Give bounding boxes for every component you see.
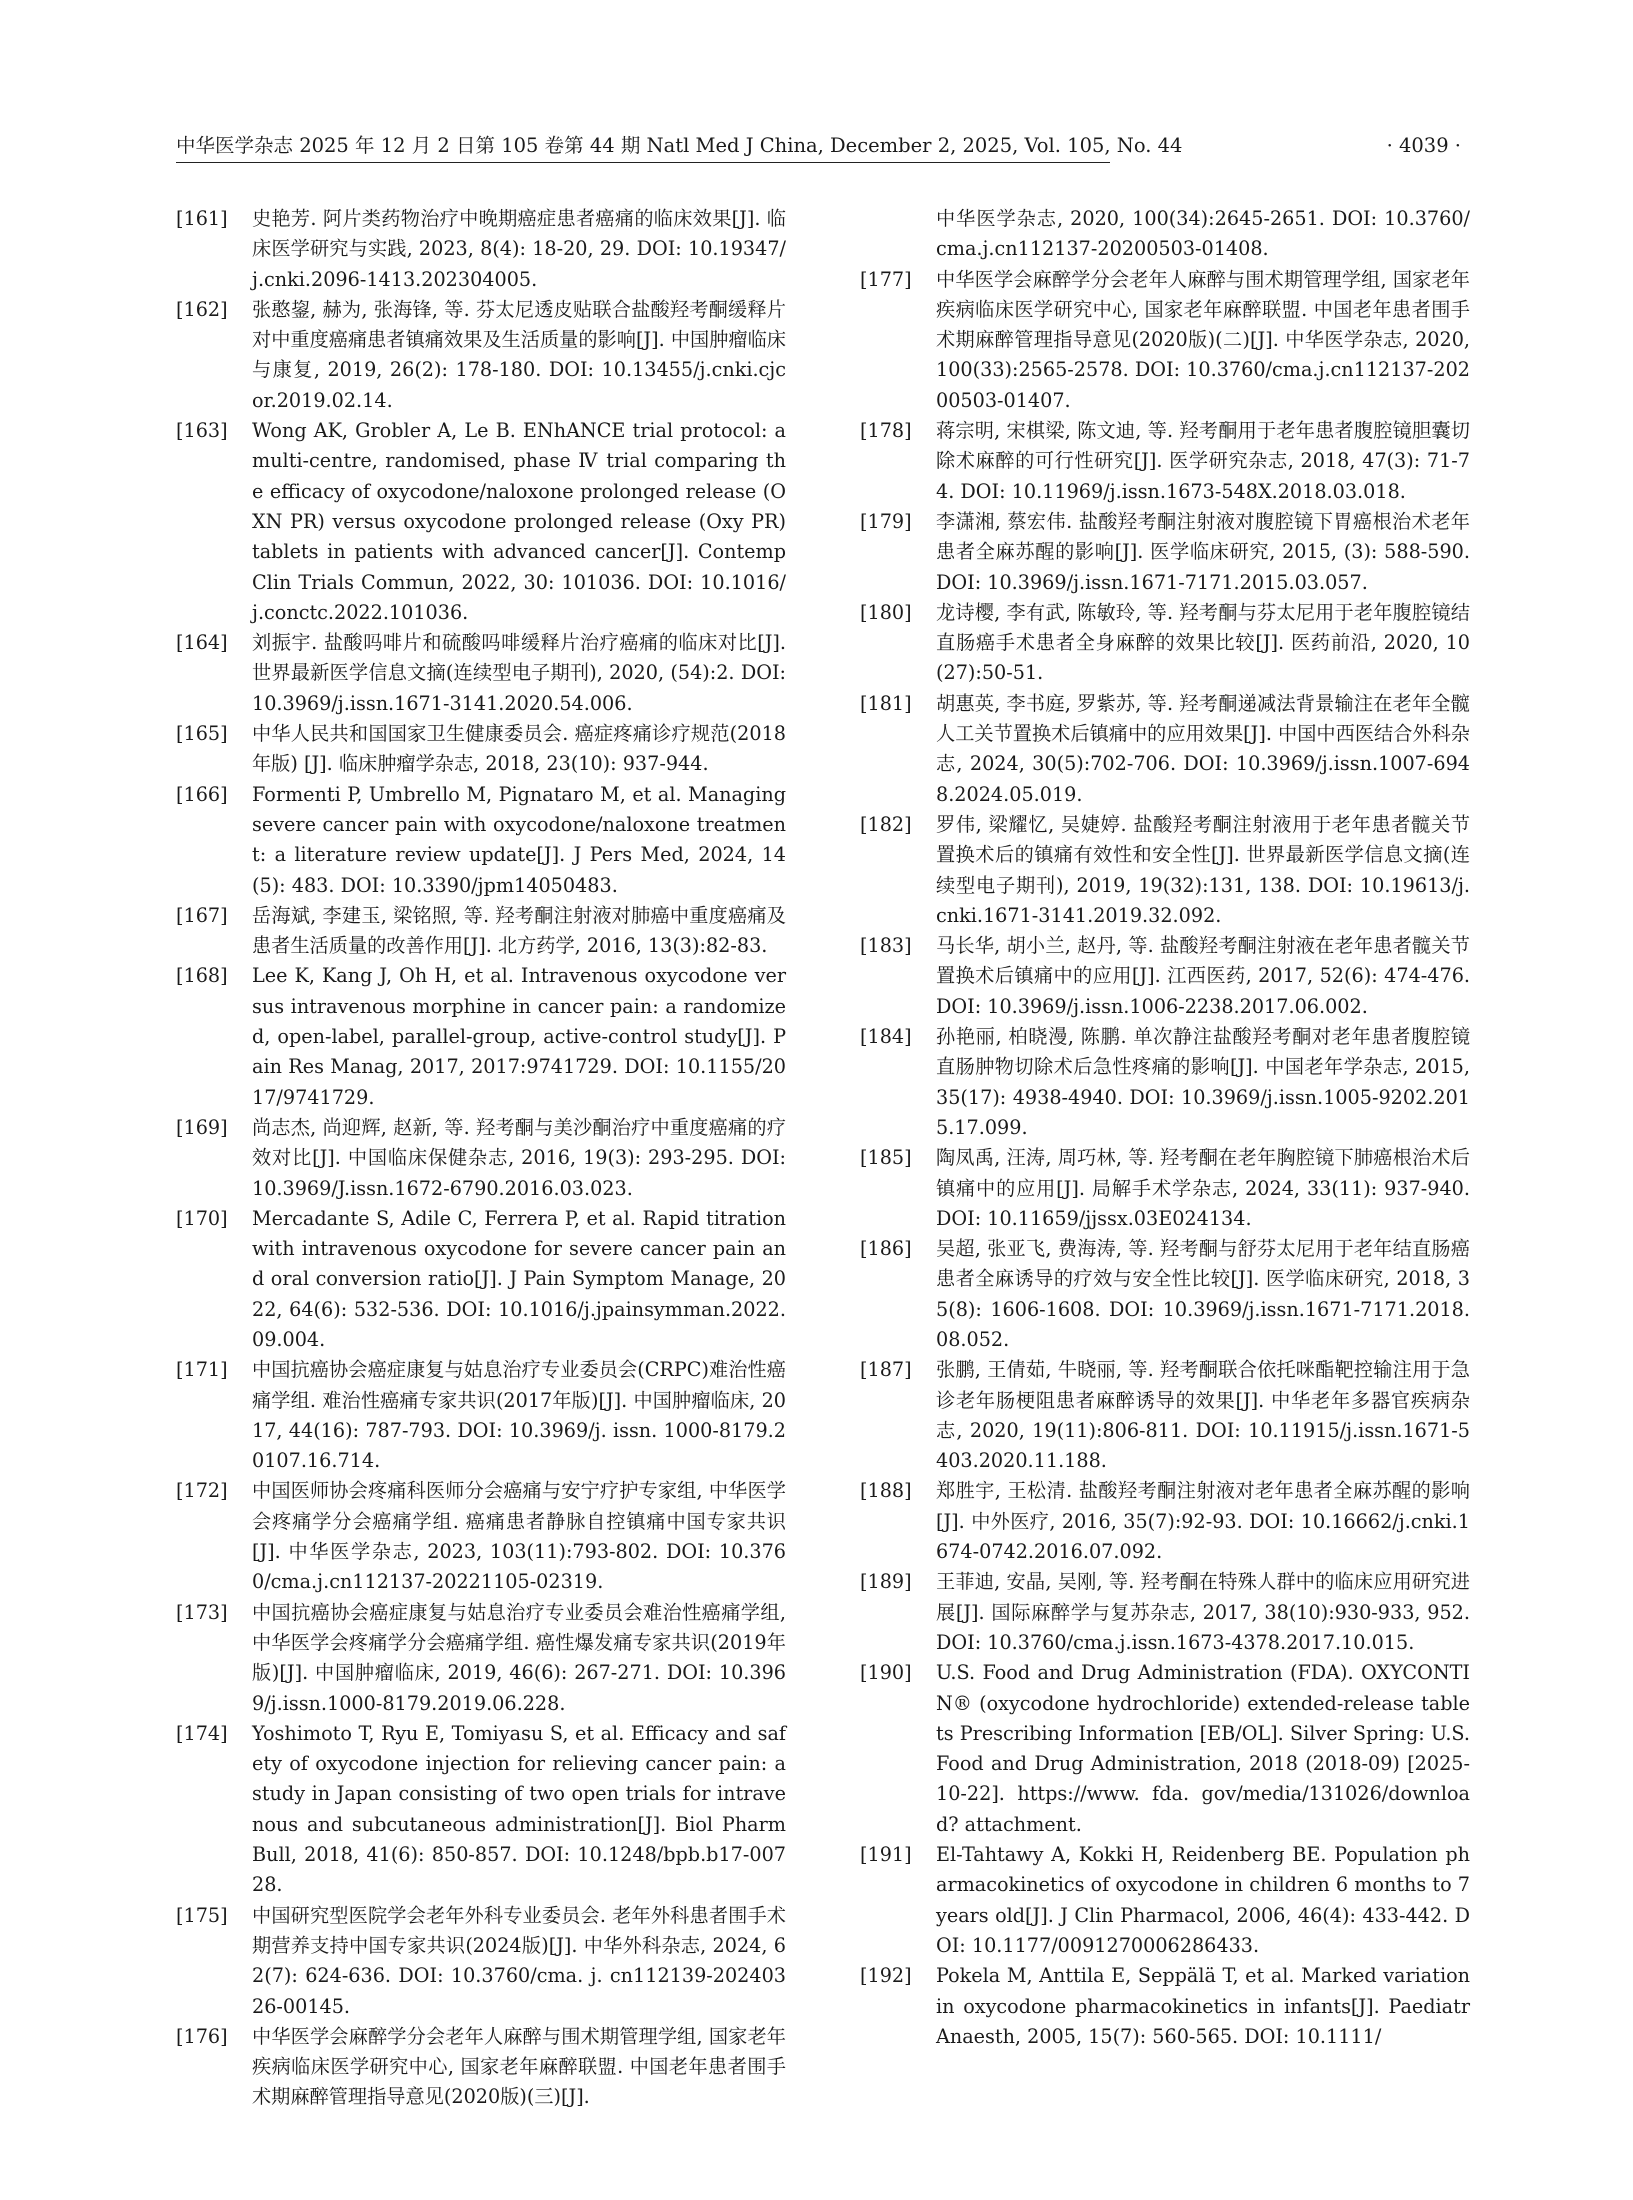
reference-number: [167] <box>176 903 228 927</box>
reference-number: [162] <box>176 297 228 321</box>
reference-number: [188] <box>860 1479 912 1503</box>
reference-number: [192] <box>860 1964 912 1988</box>
reference-text: 张憨鋆, 赫为, 张海锋, 等. 芬太尼透皮贴联合盐酸羟考酮缓释片对中重度癌痛患者镇痛效果及生活质量的影响[J]. 中国肿瘤临床与康复, 2019, 26(2): 178-180. DOI: 10.13455/j.cnki.cjcor.2019.02.14. <box>252 297 786 412</box>
reference-text: 胡惠英, 李书庭, 罗紫苏, 等. 羟考酮递减法背景输注在老年全髋人工关节置换术后镇痛中的应用效果[J]. 中国中西医结合外科杂志, 2024, 30(5):702-706. DOI: 10.3969/j.issn.1007-6948.2024.05.019. <box>936 691 1470 806</box>
reference-number: [163] <box>176 419 228 443</box>
reference-number: [187] <box>860 1358 912 1382</box>
reference-item <box>860 1022 1470 1143</box>
reference-text: 郑胜宇, 王松清. 盐酸羟考酮注射液对老年患者全麻苏醒的影响[J]. 中外医疗, 2016, 35(7):92-93. DOI: 10.16662/j.cnki.1674-0742.2016.07.092. <box>936 1479 1470 1564</box>
reference-number: [183] <box>860 934 912 958</box>
reference-number: [165] <box>176 722 228 746</box>
reference-text: 中国抗癌协会癌症康复与姑息治疗专业委员会(CRPC)难治性癌痛学组. 难治性癌痛专家共识(2017年版)[J]. 中国肿瘤临床, 2017, 44(16): 787-793. DOI: 10.3969/j. issn. 1000-8179.20107.16.714. <box>252 1358 786 1473</box>
reference-column-right <box>860 204 1470 2052</box>
reference-item <box>860 1840 1470 1961</box>
reference-number: [166] <box>176 782 228 806</box>
reference-text: 陶凤禹, 汪涛, 周巧林, 等. 羟考酮在老年胸腔镜下肺癌根治术后镇痛中的应用[J]. 局解手术学杂志, 2024, 33(11): 937-940. DOI: 10.11659/jjssx.03E024134. <box>936 1146 1470 1230</box>
reference-item <box>176 1355 786 1476</box>
reference-text: U.S. Food and Drug Administration (FDA). OXYCONTIN® (oxycodone hydrochloride) extended-release tablets Prescribing Information [EB/OL]. Silver Spring: U.S. Food and Drug Administration, 2018 (2018-09) [2025-10-22]. https://www. fda. gov/media/131026/download? attachment. <box>936 1661 1470 1836</box>
reference-item <box>176 1204 786 1355</box>
reference-text: Mercadante S, Adile C, Ferrera P, et al. Rapid titration with intravenous oxycodone for severe cancer pain and oral conversion ratio[J]. J Pain Symptom Manage, 2022, 64(6): 532-536. DOI: 10.1016/j.jpainsymman.2022.09.004. <box>252 1206 786 1351</box>
header-rule <box>176 162 1110 163</box>
reference-number: [177] <box>860 267 912 291</box>
reference-item <box>860 1658 1470 1840</box>
reference-number: [185] <box>860 1146 912 1170</box>
reference-item <box>860 416 1470 507</box>
reference-number: [189] <box>860 1570 912 1594</box>
page-number: · 4039 · <box>1386 134 1461 157</box>
reference-text: 岳海斌, 李建玉, 梁铭照, 等. 羟考酮注射液对肺癌中重度癌痛及患者生活质量的改善作用[J]. 北方药学, 2016, 13(3):82-83. <box>252 903 786 958</box>
reference-text: Formenti P, Umbrello M, Pignataro M, et al. Managing severe cancer pain with oxycodone/naloxone treatment: a literature review update[J]. J Pers Med, 2024, 14(5): 483. DOI: 10.3390/jpm14050483. <box>252 782 786 897</box>
reference-item <box>860 1355 1470 1476</box>
reference-item <box>176 1476 786 1597</box>
reference-text: 中国抗癌协会癌症康复与姑息治疗专业委员会难治性癌痛学组, 中华医学会疼痛学分会癌痛学组. 癌性爆发痛专家共识(2019年版)[J]. 中国肿瘤临床, 2019, 46(6): 267-271. DOI: 10.3969/j.issn.1000-8179.2019.06.228. <box>252 1600 786 1715</box>
reference-item <box>860 1476 1470 1567</box>
reference-number: [172] <box>176 1479 228 1503</box>
reference-item <box>860 1143 1470 1234</box>
reference-text: Wong AK, Grobler A, Le B. ENhANCE trial protocol: a multi-centre, randomised, phase Ⅳ trial comparing the efficacy of oxycodone/naloxone prolonged release (OXN PR) versus oxycodone prolonged release (Oxy PR) tablets in patients with advanced cancer[J]. Contemp Clin Trials Commun, 2022, 30: 101036. DOI: 10.1016/j.conctc.2022.101036. <box>252 419 786 624</box>
running-header <box>176 131 1461 161</box>
reference-text: Pokela M, Anttila E, Seppälä T, et al. Marked variation in oxycodone pharmacokinetics in infants[J]. Paediatr Anaesth, 2005, 15(7): 560-565. DOI: 10.1111/ <box>936 1964 1470 2048</box>
reference-text: 马长华, 胡小兰, 赵丹, 等. 盐酸羟考酮注射液在老年患者髋关节置换术后镇痛中的应用[J]. 江西医药, 2017, 52(6): 474-476. DOI: 10.3969/j.issn.1006-2238.2017.06.002. <box>936 934 1470 1018</box>
reference-number: [174] <box>176 1721 228 1745</box>
reference-text: 龙诗樱, 李有武, 陈敏玲, 等. 羟考酮与芬太尼用于老年腹腔镜结直肠癌手术患者全身麻醉的效果比较[J]. 医药前沿, 2020, 10(27):50-51. <box>936 600 1470 685</box>
reference-item <box>860 810 1470 931</box>
reference-number: [168] <box>176 964 228 988</box>
reference-item <box>860 598 1470 689</box>
reference-item <box>176 719 786 780</box>
reference-item <box>860 1567 1470 1658</box>
reference-item <box>176 295 786 416</box>
reference-text: 孙艳丽, 柏晓漫, 陈鹏. 单次静注盐酸羟考酮对老年患者腹腔镜直肠肿物切除术后急性疼痛的影响[J]. 中国老年学杂志, 2015, 35(17): 4938-4940. DOI: 10.3969/j.issn.1005-9202.2015.17.099. <box>936 1025 1470 1139</box>
reference-number: [170] <box>176 1206 228 1230</box>
reference-number: [179] <box>860 509 912 533</box>
reference-text: 蒋宗明, 宋棋梁, 陈文迪, 等. 羟考酮用于老年患者腹腔镜胆囊切除术麻醉的可行性研究[J]. 医学研究杂志, 2018, 47(3): 71-74. DOI: 10.11969/j.issn.1673-548X.2018.03.018. <box>936 419 1470 503</box>
reference-item <box>176 1901 786 2022</box>
reference-continuation: 中华医学杂志, 2020, 100(34):2645-2651. DOI: 10.3760/cma.j.cn112137-20200503-01408. <box>936 207 1470 261</box>
journal-citation: 中华医学杂志 2025 年 12 月 2 日第 105 卷第 44 期 Natl Med J China, December 2, 2025, Vol. 105, No. 44 <box>176 134 1183 157</box>
reference-text: 中国研究型医院学会老年外科专业委员会. 老年外科患者围手术期营养支持中国专家共识(2024版)[J]. 中华外科杂志, 2024, 62(7): 624-636. DOI: 10.3760/cma. j. cn112139-20240326-00145. <box>252 1903 786 2018</box>
reference-item <box>860 931 1470 1022</box>
reference-item <box>176 961 786 1112</box>
reference-number: [169] <box>176 1115 228 1139</box>
reference-number: [184] <box>860 1025 912 1049</box>
reference-number: [191] <box>860 1843 912 1867</box>
reference-number: [186] <box>860 1237 912 1261</box>
reference-number: [180] <box>860 600 912 624</box>
reference-text: 史艳芳. 阿片类药物治疗中晚期癌症患者癌痛的临床效果[J]. 临床医学研究与实践, 2023, 8(4): 18-20, 29. DOI: 10.19347/j.cnki.2096-1413.202304005. <box>252 207 786 291</box>
reference-item <box>176 628 786 719</box>
reference-text: 中国医师协会疼痛科医师分会癌痛与安宁疗护专家组, 中华医学会疼痛学分会癌痛学组. 癌痛患者静脉自控镇痛中国专家共识[J]. 中华医学杂志, 2023, 103(11):793-802. DOI: 10.3760/cma.j.cn112137-20221105-02319. <box>252 1479 786 1594</box>
reference-text: 王菲迪, 安晶, 吴刚, 等. 羟考酮在特殊人群中的临床应用研究进展[J]. 国际麻醉学与复苏杂志, 2017, 38(10):930-933, 952. DOI: 10.3760/cma.j.issn.1673-4378.2017.10.015. <box>936 1570 1470 1654</box>
reference-item <box>860 1234 1470 1355</box>
reference-item <box>860 689 1470 810</box>
reference-item <box>860 507 1470 598</box>
reference-column-left <box>176 204 786 2113</box>
reference-number: [176] <box>176 2024 228 2048</box>
reference-text: Yoshimoto T, Ryu E, Tomiyasu S, et al. Efficacy and safety of oxycodone injection for relieving cancer pain: a study in Japan consisting of two open trials for intravenous and subcutaneous administration[J]. Biol Pharm Bull, 2018, 41(6): 850-857. DOI: 10.1248/bpb.b17-00728. <box>252 1721 786 1897</box>
reference-item <box>176 1719 786 1901</box>
reference-number: [190] <box>860 1661 912 1685</box>
reference-number: [178] <box>860 419 912 443</box>
reference-item <box>176 780 786 901</box>
reference-item <box>176 901 786 962</box>
reference-item <box>176 416 786 628</box>
reference-text: 中华医学会麻醉学分会老年人麻醉与围术期管理学组, 国家老年疾病临床医学研究中心, 国家老年麻醉联盟. 中国老年患者围手术期麻醉管理指导意见(2020版)(三)[J]. <box>252 2024 786 2109</box>
reference-item <box>860 1961 1470 2052</box>
reference-text: 尚志杰, 尚迎辉, 赵新, 等. 羟考酮与美沙酮治疗中重度癌痛的疗效对比[J]. 中国临床保健杂志, 2016, 19(3): 293-295. DOI: 10.3969/J.issn.1672-6790.2016.03.023. <box>252 1115 786 1200</box>
reference-text: 刘振宇. 盐酸吗啡片和硫酸吗啡缓释片治疗癌痛的临床对比[J]. 世界最新医学信息文摘(连续型电子期刊), 2020, (54):2. DOI: 10.3969/j.issn.1671-3141.2020.54.006. <box>252 631 786 715</box>
reference-number: [181] <box>860 691 912 715</box>
reference-text: 罗伟, 梁耀忆, 吴婕婷. 盐酸羟考酮注射液用于老年患者髋关节置换术后的镇痛有效性和安全性[J]. 世界最新医学信息文摘(连续型电子期刊), 2019, 19(32):131, 138. DOI: 10.19613/j.cnki.1671-3141.2019.32.092. <box>936 812 1470 927</box>
reference-text: 吴超, 张亚飞, 费海涛, 等. 羟考酮与舒芬太尼用于老年结直肠癌患者全麻诱导的疗效与安全性比较[J]. 医学临床研究, 2018, 35(8): 1606-1608. DOI: 10.3969/j.issn.1671-7171.2018.08.052. <box>936 1237 1470 1351</box>
reference-text: 张鹏, 王倩茹, 牛晓丽, 等. 羟考酮联合依托咪酯靶控输注用于急诊老年肠梗阻患者麻醉诱导的效果[J]. 中华老年多器官疾病杂志, 2020, 19(11):806-811. DOI: 10.11915/j.issn.1671-5403.2020.11.188. <box>936 1358 1470 1473</box>
reference-text: 李潇湘, 蔡宏伟. 盐酸羟考酮注射液对腹腔镜下胃癌根治术老年患者全麻苏醒的影响[J]. 医学临床研究, 2015, (3): 588-590. DOI: 10.3969/j.issn.1671-7171.2015.03.057. <box>936 509 1470 594</box>
reference-text: 中华医学会麻醉学分会老年人麻醉与围术期管理学组, 国家老年疾病临床医学研究中心, 国家老年麻醉联盟. 中国老年患者围手术期麻醉管理指导意见(2020版)(二)[J]. 中华医学杂志, 2020, 100(33):2565-2578. DOI: 10.3760/cma.j.cn112137-20200503-01407. <box>936 267 1470 412</box>
reference-text: 中华人民共和国国家卫生健康委员会. 癌症疼痛诊疗规范(2018年版) [J]. 临床肿瘤学杂志, 2018, 23(10): 937-944. <box>252 722 786 776</box>
reference-item <box>860 265 1470 416</box>
reference-text: El-Tahtawy A, Kokki H, Reidenberg BE. Population pharmacokinetics of oxycodone in children 6 months to 7 years old[J]. J Clin Pharmacol, 2006, 46(4): 433-442. DOI: 10.1177/0091270006286433. <box>936 1843 1470 1957</box>
reference-number: [173] <box>176 1600 228 1624</box>
reference-item <box>176 2022 786 2113</box>
reference-item <box>176 204 786 295</box>
reference-item <box>176 1598 786 1719</box>
reference-text: Lee K, Kang J, Oh H, et al. Intravenous oxycodone versus intravenous morphine in cancer pain: a randomized, open-label, parallel-group, active-control study[J]. Pain Res Manag, 2017, 2017:9741729. DOI: 10.1155/2017/9741729. <box>252 964 786 1109</box>
reference-number: [171] <box>176 1358 228 1382</box>
reference-number: [164] <box>176 631 228 655</box>
reference-number: [161] <box>176 207 228 230</box>
reference-number: [182] <box>860 812 912 836</box>
reference-item <box>176 1113 786 1204</box>
reference-number: [175] <box>176 1903 228 1927</box>
